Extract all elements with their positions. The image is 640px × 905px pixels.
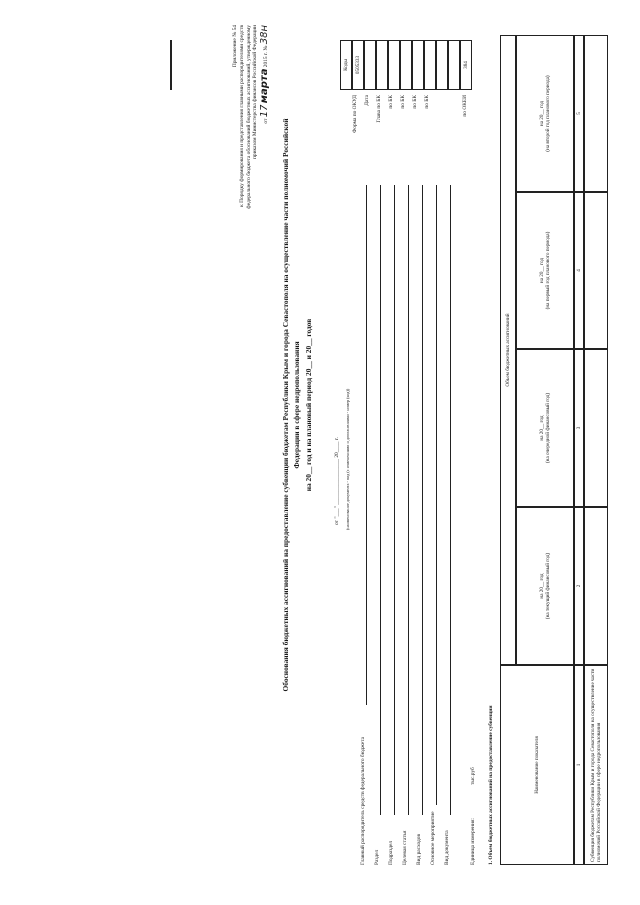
document-title bbox=[280, 25, 314, 785]
code-label-bk3: по БК bbox=[412, 95, 418, 109]
code-label-bk4: по БК bbox=[424, 95, 430, 109]
units-label: Единица измерения: bbox=[470, 818, 476, 865]
table-cell-current bbox=[584, 507, 608, 665]
appendix-line4: приказом Министерства финансов Российской Федерации bbox=[252, 25, 259, 159]
th-num-2: 2 bbox=[574, 507, 584, 665]
th-year-next: на 20__ год (на очередной финансовый год) bbox=[516, 349, 574, 507]
code-value-glava bbox=[376, 40, 388, 90]
appendix-date-line: от 17 марта 2015 г. № 38н bbox=[259, 25, 270, 124]
code-label-okud: Форма по ОКУД bbox=[352, 95, 358, 133]
date-line-caption: (наименование документа - вид (с изменениями и дополнениями - номер (код)) bbox=[345, 388, 350, 530]
th-num-4: 4 bbox=[574, 192, 584, 349]
code-value-bk3 bbox=[412, 40, 424, 90]
th-year-current: на 20__ год (на текущий финансовый год) bbox=[516, 507, 574, 665]
title-line2: Федерации в сфере недропользования bbox=[292, 341, 302, 469]
code-value-date bbox=[364, 40, 376, 90]
code-value-empty2 bbox=[448, 40, 460, 90]
th-num-1: 1 bbox=[574, 665, 584, 865]
field-main-event: Основное мероприятие bbox=[430, 811, 436, 865]
field-section: Раздел bbox=[374, 849, 380, 865]
appendix-line3: федерального бюджета обоснований бюджетных ассигнований, утвержденному bbox=[245, 25, 252, 209]
table-cell-plan1 bbox=[584, 192, 608, 349]
field-target-article: Целевая статья bbox=[402, 830, 408, 865]
th-year-plan2: на 20__ год (на второй год планового периода) bbox=[516, 35, 574, 192]
table-row-subvention-name: Субвенция бюджетам Республики Крым и города Севастополя на осуществление части полномочий Российской Федерации в сфере недропользования bbox=[584, 665, 608, 865]
title-line3: на 20__ год и на плановый период 20__ и 20__ годов bbox=[303, 318, 313, 492]
code-label-okei: по ОКЕИ bbox=[462, 95, 468, 117]
appendix-doc-number: 38н bbox=[259, 25, 270, 45]
table-cell-plan2 bbox=[584, 35, 608, 192]
field-document-type: Вид документа bbox=[444, 830, 450, 865]
appendix-date-month: марта bbox=[259, 68, 270, 104]
appendix-block bbox=[232, 25, 272, 265]
field-main-manager: Главный распорядитель средств федерального бюджета bbox=[360, 736, 366, 865]
th-indicator-name: Наименование показателя bbox=[500, 665, 574, 865]
th-num-3: 3 bbox=[574, 349, 584, 507]
code-value-okud: 0505333 bbox=[352, 40, 364, 90]
code-value-okei: 384 bbox=[460, 40, 472, 90]
th-year-plan1: на 20__ год (на первый год планового периода) bbox=[516, 192, 574, 349]
code-value-empty1 bbox=[436, 40, 448, 90]
field-subsection: Подраздел bbox=[388, 840, 394, 865]
table-cell-next bbox=[584, 349, 608, 507]
field-expense-type: Вид расходов bbox=[416, 834, 422, 865]
appendix-line2: к Порядку формирования и представления главными распорядителями средств bbox=[238, 25, 245, 207]
appendix-date-day: 17 bbox=[259, 104, 270, 118]
th-budget-volume: Объем бюджетных ассигнований bbox=[500, 35, 516, 665]
units-value: тыс.руб bbox=[470, 767, 476, 785]
code-label-bk2: по БК bbox=[400, 95, 406, 109]
th-num-5: 5 bbox=[574, 35, 584, 192]
codes-header: Коды bbox=[340, 40, 352, 90]
codes-labels bbox=[340, 95, 436, 165]
code-value-bk1 bbox=[388, 40, 400, 90]
section-1-heading: 1. Объем бюджетных ассигнований на предоставление субвенции bbox=[488, 705, 494, 865]
code-value-bk4 bbox=[424, 40, 436, 90]
code-label-date: Дата bbox=[364, 95, 370, 106]
code-label-bk1: по БК bbox=[388, 95, 394, 109]
date-line: от "___" _________________ 20____ г. bbox=[334, 437, 340, 525]
code-label-glava: Глава по БК bbox=[376, 95, 382, 123]
appendix-line1: Приложение № 54 bbox=[232, 25, 238, 68]
title-line1: Обоснования бюджетных ассигнований на предоставление субвенции бюджетам Республики Крым и города Севастополя на осуществление части полномочий Российской bbox=[281, 118, 290, 692]
code-value-bk2 bbox=[400, 40, 412, 90]
